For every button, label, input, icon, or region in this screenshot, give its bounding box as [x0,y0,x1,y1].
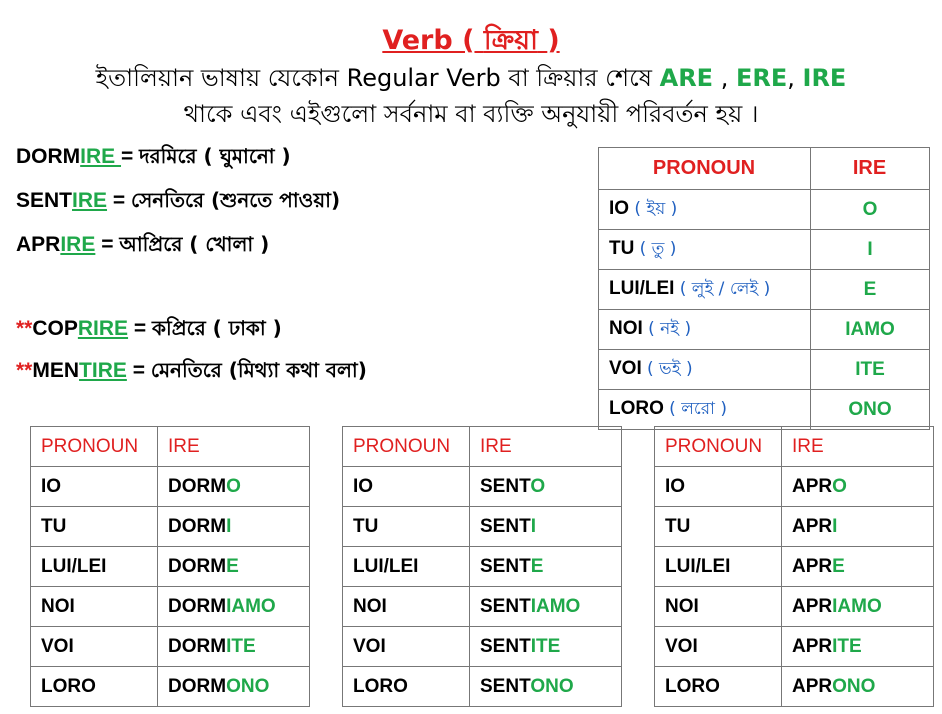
table-row [655,667,934,707]
pronoun-cell: NOI ( নই ) [599,310,811,350]
verb-form-cell: SENTE [470,547,622,587]
verb-form-cell: APRIAMO [782,587,934,627]
conjugation-table-aprire [654,426,934,707]
verb-form-cell: SENTONO [470,667,622,707]
verb-form-cell: DORME [158,547,310,587]
verb-form-cell: DORMITE [158,627,310,667]
header-ending: IRE [782,427,934,467]
verb-form-cell: SENTI [470,507,622,547]
table-header-row [31,427,310,467]
pronoun-cell: IO [655,467,782,507]
pronoun-cell: LORO [655,667,782,707]
header-ending: IRE [470,427,622,467]
verb-item: SENTIRE = সেনতিরে (শুনতে পাওয়া) [16,188,341,212]
pronoun-cell: IO ( ইয় ) [599,190,811,230]
verb-form-cell: SENTIAMO [470,587,622,627]
ending-cell: E [811,270,930,310]
verb-form-cell: DORMONO [158,667,310,707]
table-row [343,547,622,587]
pronoun-cell: LORO ( লরো ) [599,390,811,430]
pronoun-cell: NOI [343,587,470,627]
verb-form-cell: SENTITE [470,627,622,667]
pronoun-cell: LUI/LEI [31,547,158,587]
ending-cell: IAMO [811,310,930,350]
pronoun-cell: VOI [31,627,158,667]
ending-cell: ITE [811,350,930,390]
verb-form-cell: APRITE [782,627,934,667]
pronoun-cell: NOI [655,587,782,627]
table-row [31,467,310,507]
verb-form-cell: APRO [782,467,934,507]
conjugation-table-dormire [30,426,310,707]
table-row [655,547,934,587]
verb-form-cell: SENTO [470,467,622,507]
pronoun-cell: LORO [343,667,470,707]
verb-form-cell: DORMIAMO [158,587,310,627]
intro-line-2: থাকে এবং এইগুলো সর্বনাম বা ব্যক্তি অনুযায়ী পরিবর্তন হয় । [183,100,759,128]
pronoun-cell: TU [31,507,158,547]
table-row [343,627,622,667]
verb-item: **MENTIRE = মেনতিরে (মিথ্যা কথা বলা) [16,358,367,382]
pronoun-cell: TU [655,507,782,547]
verb-item: DORMIRE = দরমিরে ( ঘুমানো ) [16,144,291,168]
table-row [599,190,930,230]
title-text: Verb ( ক্রিয়া ) [382,25,560,56]
pronoun-cell: IO [31,467,158,507]
table-row [599,390,930,430]
pronoun-ending-table [598,147,930,430]
table-row [31,507,310,547]
header-pronoun: PRONOUN [31,427,158,467]
table-row [31,667,310,707]
verb-form-cell: APRONO [782,667,934,707]
header-pronoun: PRONOUN [655,427,782,467]
table-header-row [343,427,622,467]
header-pronoun: PRONOUN [599,148,811,190]
pronoun-cell: LUI/LEI ( লুই / লেই ) [599,270,811,310]
table-row [599,270,930,310]
table-row [599,350,930,390]
pronoun-cell: LUI/LEI [343,547,470,587]
verb-form-cell: DORMI [158,507,310,547]
table-row [343,587,622,627]
verb-item: APRIRE = আপ্রিরে ( খোলা ) [16,232,270,256]
header-ending: IRE [158,427,310,467]
ending-cell: O [811,190,930,230]
table-row [655,507,934,547]
ending-cell: I [811,230,930,270]
table-row [599,230,930,270]
table-row [655,627,934,667]
table-row [599,310,930,350]
verb-form-cell: APRI [782,507,934,547]
pronoun-cell: LORO [31,667,158,707]
table-row [655,467,934,507]
table-header-row [599,148,930,190]
table-header-row [655,427,934,467]
ending-cell: ONO [811,390,930,430]
pronoun-cell: VOI ( ভই ) [599,350,811,390]
header-pronoun: PRONOUN [343,427,470,467]
verb-form-cell: APRE [782,547,934,587]
verb-item: **COPRIRE = কপ্রিরে ( ঢাকা ) [16,316,282,340]
pronoun-cell: NOI [31,587,158,627]
table-row [655,587,934,627]
table-row [343,507,622,547]
conjugation-table-sentire [342,426,622,707]
table-row [31,587,310,627]
table-row [343,467,622,507]
header-ending: IRE [811,148,930,190]
pronoun-cell: VOI [343,627,470,667]
table-row [343,667,622,707]
table-row [31,547,310,587]
pronoun-cell: LUI/LEI [655,547,782,587]
pronoun-cell: VOI [655,627,782,667]
intro-paragraph [0,60,942,132]
table-row [31,627,310,667]
pronoun-cell: TU [343,507,470,547]
pronoun-cell: TU ( তু ) [599,230,811,270]
intro-line-1: ইতালিয়ান ভাষায় যেকোন Regular Verb বা ক্রিয়ার শেষে ARE , ERE, IRE [95,64,847,92]
pronoun-cell: IO [343,467,470,507]
page-title [0,20,942,65]
verb-form-cell: DORMO [158,467,310,507]
